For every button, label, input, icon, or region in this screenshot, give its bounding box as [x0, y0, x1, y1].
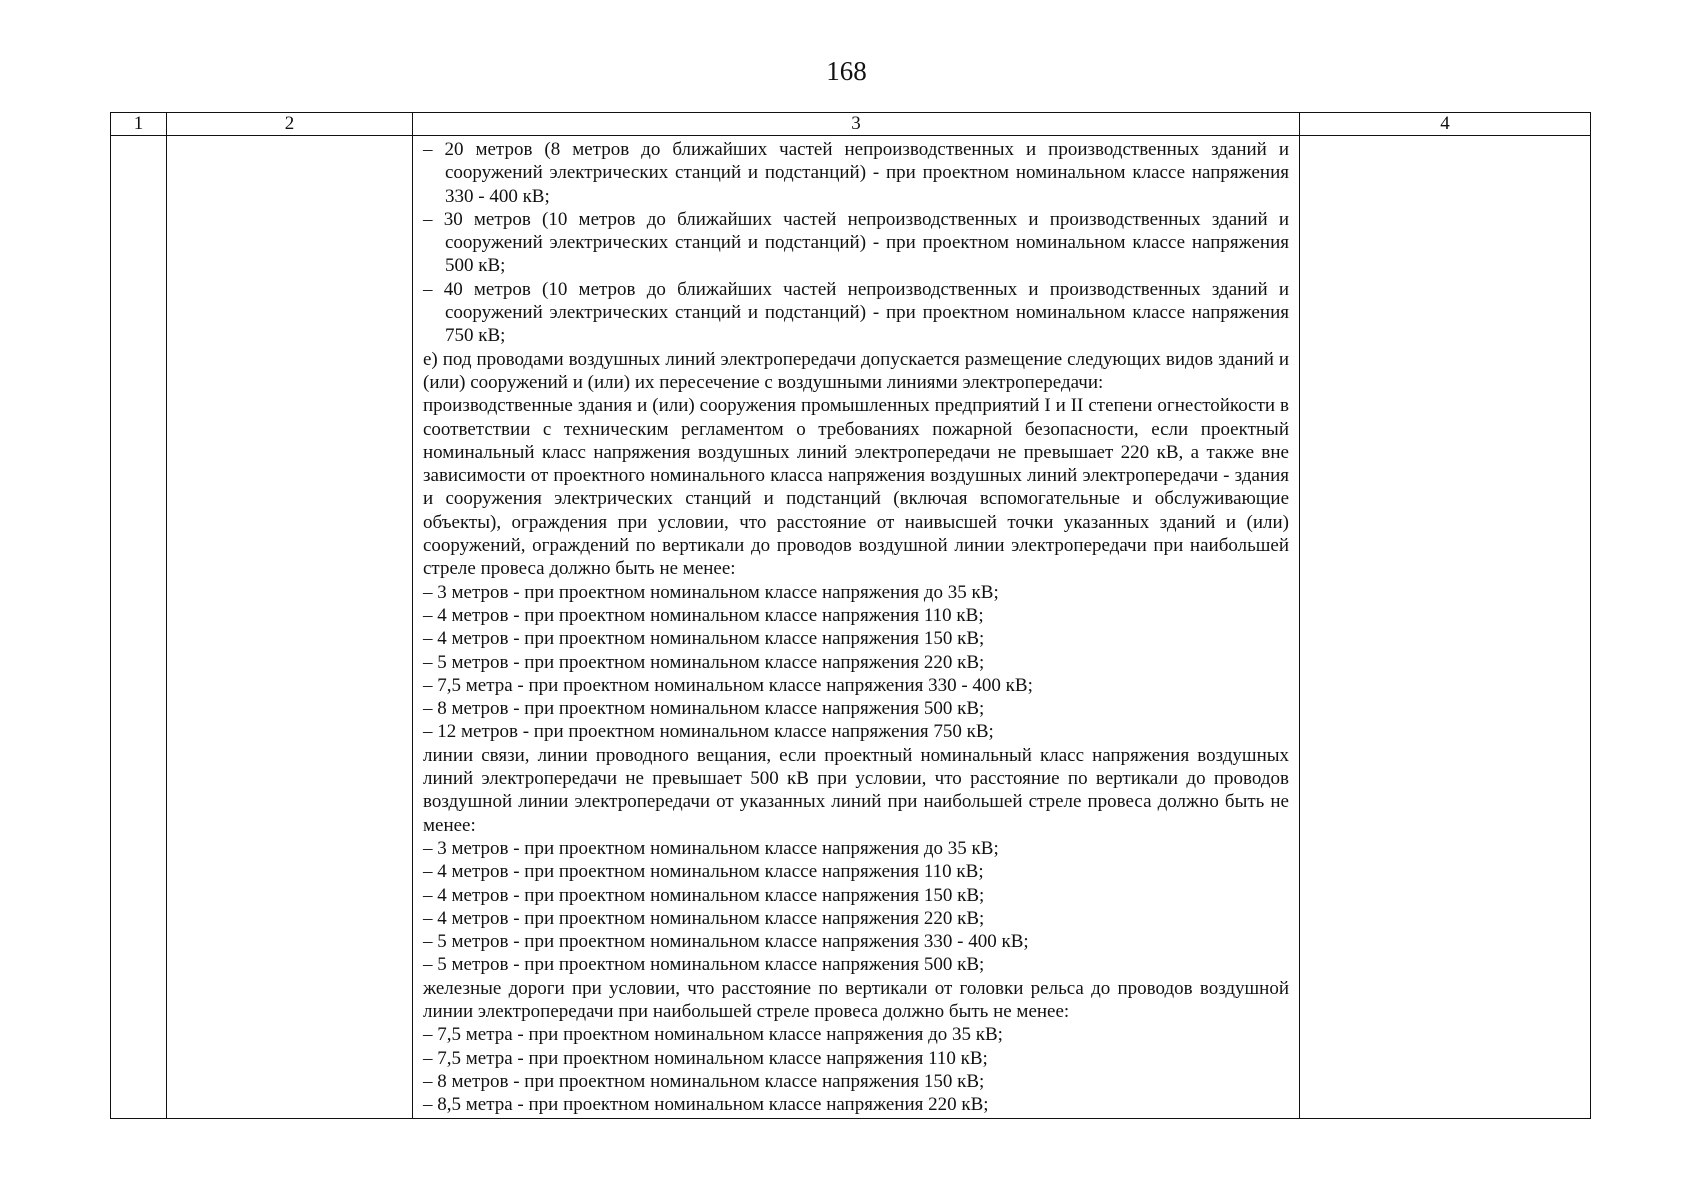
- list-item: – 7,5 метра - при проектном номинальном классе напряжения 110 кВ;: [423, 1047, 988, 1069]
- column-1-cell: [111, 136, 167, 1119]
- list-item: – 3 метров - при проектном номинальном классе напряжения до 35 кВ;: [423, 581, 999, 603]
- list-item: – 40 метров (10 метров до ближайших частей непроизводственных и производственных зданий и сооружений электрических станций и подстанций) - при проектном номинальном классе напряжения 750 кВ;: [423, 278, 1289, 347]
- list-item: – 12 метров - при проектном номинальном классе напряжения 750 кВ;: [423, 721, 994, 743]
- list-item: – 7,5 метра - при проектном номинальном классе напряжения до 35 кВ;: [423, 1024, 1003, 1046]
- list-item: – 8,5 метра - при проектном номинальном классе напряжения 220 кВ;: [423, 1094, 989, 1116]
- list-item: – 8 метров - при проектном номинальном классе напряжения 150 кВ;: [423, 1070, 985, 1092]
- list-item: – 30 метров (10 метров до ближайших частей непроизводственных и производственных зданий и сооружений электрических станций и подстанций) - при проектном номинальном классе напряжения 500 кВ;: [423, 208, 1289, 277]
- list-item: – 4 метров - при проектном номинальном классе напряжения 150 кВ;: [423, 628, 985, 650]
- column-header-2: 2: [167, 113, 413, 136]
- list-item: – 5 метров - при проектном номинальном классе напряжения 330 - 400 кВ;: [423, 931, 1029, 953]
- table-row: [111, 136, 1591, 1119]
- column-header-4: 4: [1300, 113, 1591, 136]
- list-item: – 7,5 метра - при проектном номинальном классе напряжения 330 - 400 кВ;: [423, 674, 1033, 696]
- column-header-3: 3: [413, 113, 1300, 136]
- column-header-1: 1: [111, 113, 167, 136]
- document-table: [110, 112, 1591, 1119]
- text-paragraph: е) под проводами воздушных линий электропередачи допускается размещение следующих видов зданий и (или) сооружений и (или) их пересечение с воздушными линиями электропередачи:: [423, 348, 1289, 393]
- list-item: – 5 метров - при проектном номинальном классе напряжения 500 кВ;: [423, 954, 985, 976]
- text-paragraph: линии связи, линии проводного вещания, если проектный номинальный класс напряжения воздушных линий электропередачи не превышает 500 кВ при условии, что расстояние по вертикали до проводов воздушной линии электропередачи от указанных линий при наибольшей стреле провеса должно быть не менее:: [423, 744, 1289, 836]
- column-3-content: [413, 136, 1299, 1116]
- list-item: – 4 метров - при проектном номинальном классе напряжения 220 кВ;: [423, 907, 985, 929]
- list-item: – 4 метров - при проектном номинальном классе напряжения 110 кВ;: [423, 861, 984, 883]
- text-paragraph: железные дороги при условии, что расстояние по вертикали от головки рельса до проводов воздушной линии электропередачи при наибольшей стреле провеса должно быть не менее:: [423, 977, 1289, 1022]
- column-2-cell: [167, 136, 413, 1119]
- list-item: – 8 метров - при проектном номинальном классе напряжения 500 кВ;: [423, 698, 985, 720]
- column-3-cell: [413, 136, 1300, 1119]
- list-item: – 20 метров (8 метров до ближайших частей непроизводственных и производственных зданий и сооружений электрических станций и подстанций) - при проектном номинальном классе напряжения 330 - 400 кВ;: [423, 139, 1289, 207]
- page-number: 168: [826, 56, 867, 86]
- list-item: – 3 метров - при проектном номинальном классе напряжения до 35 кВ;: [423, 837, 999, 859]
- list-item: – 4 метров - при проектном номинальном классе напряжения 110 кВ;: [423, 604, 984, 626]
- list-item: – 5 метров - при проектном номинальном классе напряжения 220 кВ;: [423, 651, 985, 673]
- column-4-cell: [1300, 136, 1591, 1119]
- list-item: – 4 метров - при проектном номинальном классе напряжения 150 кВ;: [423, 884, 985, 906]
- table-header-row: [111, 113, 1591, 136]
- text-paragraph: производственные здания и (или) сооружения промышленных предприятий I и II степени огнестойкости в соответствии с техническим регламентом о требованиях пожарной безопасности, если проектный номинальный класс напряжения воздушных линий электропередачи не превышает 220 кВ, а также вне зависимости от проектного номинального класса напряжения воздушных линий электропередачи - здания и сооружения электрических станций и подстанций (включая вспомогательные и обслуживающие объекты), ограждения при условии, что расстояние от наивысшей точки указанных зданий и (или) сооружений, ограждений по вертикали до проводов воздушной линии электропередачи при наибольшей стреле провеса должно быть не менее:: [423, 395, 1289, 580]
